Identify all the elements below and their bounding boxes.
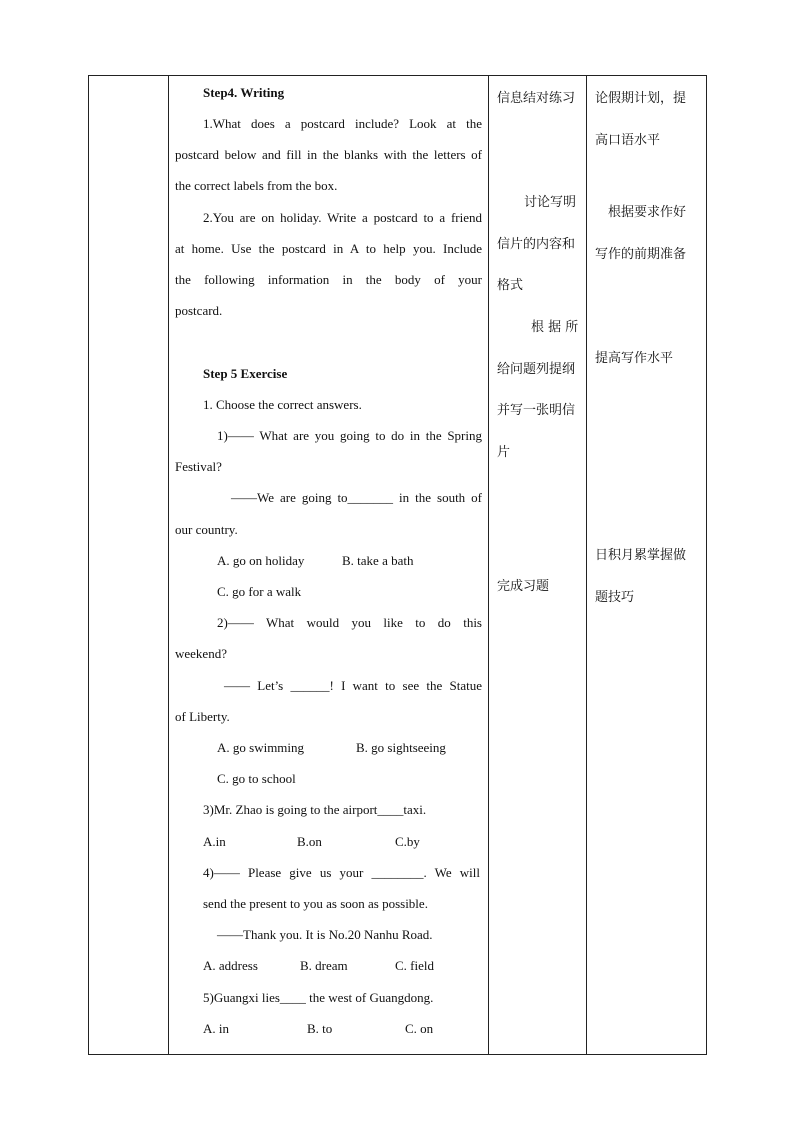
intent-text: 日积月累掌握做	[595, 548, 687, 563]
step4-title: Step4. Writing	[203, 85, 285, 100]
intent-text: 根据要求作好	[608, 205, 687, 220]
question-1-line: 1)—— What are you going to do in the Spring	[217, 428, 482, 443]
step5-intro: 1. Choose the correct answers.	[203, 397, 362, 412]
teaching-content-column	[169, 76, 489, 1054]
question-2-option-a: A. go swimming	[217, 740, 305, 755]
question-4-line: 4)—— Please give us your ________. We will	[203, 865, 480, 880]
lesson-plan-table	[88, 75, 707, 1055]
question-2-option-c: C. go to school	[217, 771, 296, 786]
question-2-line: of Liberty.	[175, 709, 230, 724]
question-5-option-a: A. in	[203, 1021, 229, 1036]
question-3-option-c: C.by	[395, 834, 420, 849]
design-intent-column	[587, 76, 706, 1054]
question-2-line: —— Let’s ______! I want to see the Statue	[224, 678, 482, 693]
question-5-line: 5)Guangxi lies____ the west of Guangdong.	[203, 990, 434, 1005]
intent-text: 论假期计划，提	[595, 91, 687, 106]
question-4-line: send the present to you as soon as possible.	[203, 896, 428, 911]
question-3-option-b: B.on	[297, 834, 322, 849]
question-5-option-b: B. to	[307, 1021, 333, 1036]
step4-question-2-line: the following information in the body of your	[175, 272, 482, 287]
activity-text: 格式	[497, 278, 524, 293]
step4-question-1-line: 1.What does a postcard include? Look at the	[203, 116, 482, 131]
step4-question-1-line: the correct labels from the box.	[175, 178, 338, 193]
question-4-option-c: C. field	[395, 958, 434, 973]
question-2-line: weekend?	[175, 646, 227, 661]
question-1-line: our country.	[175, 522, 238, 537]
activity-text: 信息结对练习	[497, 91, 576, 106]
step4-question-2-line: at home. Use the postcard in A to help you. Include	[175, 241, 482, 256]
activity-text: 片	[497, 445, 511, 460]
activity-text: 给问题列提纲	[497, 362, 576, 377]
question-4-option-a: A. address	[203, 958, 258, 973]
activity-text: 完成习题	[497, 579, 550, 594]
activity-text: 讨论写明	[524, 195, 577, 210]
activity-text: 根 据 所	[531, 320, 579, 335]
step4-question-2-line: 2.You are on holiday. Write a postcard to a friend	[203, 210, 482, 225]
step4-question-2-line: postcard.	[175, 303, 223, 318]
question-5-option-c: C. on	[405, 1021, 434, 1036]
step-label-column	[89, 76, 168, 1054]
question-4-option-b: B. dream	[300, 958, 348, 973]
question-1-option-a: A. go on holiday	[217, 553, 305, 568]
question-4-line: ——Thank you. It is No.20 Nanhu Road.	[217, 927, 433, 942]
intent-text: 提高写作水平	[595, 351, 674, 366]
intent-text: 写作的前期准备	[595, 247, 687, 262]
question-1-line: Festival?	[175, 459, 222, 474]
question-1-option-c: C. go for a walk	[217, 584, 302, 599]
step4-question-1-line: postcard below and fill in the blanks with the letters of	[175, 147, 482, 162]
question-2-line: 2)—— What would you like to do this	[217, 615, 482, 630]
question-3-option-a: A.in	[203, 834, 226, 849]
student-activity-column	[489, 76, 587, 1054]
activity-text: 并写一张明信	[497, 403, 576, 418]
activity-text: 信片的内容和	[497, 237, 576, 252]
intent-text: 题技巧	[595, 590, 635, 605]
step5-title: Step 5 Exercise	[203, 366, 288, 381]
intent-text: 高口语水平	[595, 133, 661, 148]
question-2-option-b: B. go sightseeing	[356, 740, 446, 755]
question-1-line: ——We are going to_______ in the south of	[231, 490, 482, 505]
question-1-option-b: B. take a bath	[342, 553, 414, 568]
question-3-line: 3)Mr. Zhao is going to the airport____taxi.	[203, 802, 427, 817]
